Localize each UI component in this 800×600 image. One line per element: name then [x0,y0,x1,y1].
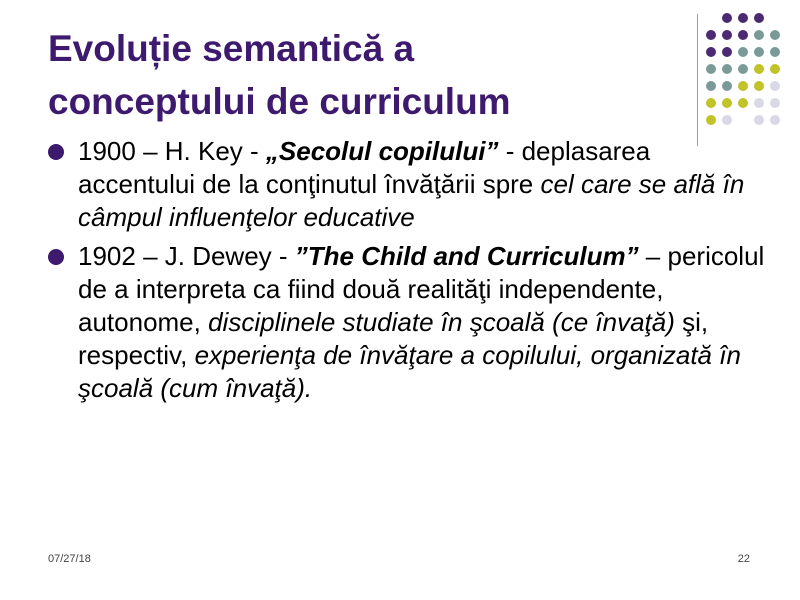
title-line-2: conceptului de curriculum [48,81,511,122]
decorative-dot [738,30,748,40]
bullet-2-text-2: – pericolul de a interpreta ca fiind două realităţi independente, autonome, [78,241,772,337]
decorative-dot [738,64,748,74]
bullet-item-1900-key [46,135,766,234]
bullet-2-text-3: şi, respectiv, [78,307,716,370]
bullet-2-book-title: ”The Child and Curriculum” [294,241,639,271]
bullet-2-emphasis-2: experienţa de învăţare a copilului, organizată în şcoală (cum învaţă). [78,340,749,403]
bullet-1-book-title: „Secolul copilului” [265,136,499,166]
decorative-dot [770,81,780,91]
decorative-dot [722,64,732,74]
slide-date: 07/27/18 [48,553,91,565]
decorative-dot [706,115,716,125]
decorative-dot [738,81,748,91]
slide-number: 22 [737,553,750,565]
decorative-dot-grid [706,13,796,133]
bullet-1-text-1: 1900 – H. Key - [78,136,266,166]
bullet-icon [48,249,64,265]
decorative-dot [770,30,780,40]
decorative-dot [770,115,780,125]
decorative-dot [706,81,716,91]
decorative-dot [754,98,764,108]
decorative-dot [754,30,764,40]
decorative-dot [722,47,732,57]
bullet-2-text-1: 1902 – J. Dewey - [78,241,295,271]
decorative-dot [754,115,764,125]
bullet-2-emphasis-1: disciplinele studiate în şcoală (ce învaţă) [208,307,675,337]
decorative-dot [770,98,780,108]
decorative-dot [706,47,716,57]
bullet-item-1902-dewey [46,240,772,405]
decorative-dot [770,64,780,74]
decorative-dot [738,13,748,23]
decorative-dot [754,64,764,74]
slide-title [48,22,688,128]
decorative-dot [754,13,764,23]
decorative-dot [706,64,716,74]
decorative-dot [722,30,732,40]
bullet-list [46,135,772,405]
decorative-dot [706,98,716,108]
decorative-dot [738,47,748,57]
decorative-dot [738,98,748,108]
decorative-vertical-line [697,14,698,146]
decorative-dot [722,13,732,23]
decorative-dot [722,115,732,125]
decorative-dot [754,47,764,57]
decorative-dot [770,47,780,57]
bullet-1-emphasis: cel care se află în câmpul influenţelor educative [78,169,752,232]
bullet-1-text-2: - deplasarea accentului de la conţinutul învăţării spre [78,136,658,199]
title-line-1: Evoluție semantică a [48,28,415,69]
decorative-dot [706,30,716,40]
decorative-dot [722,81,732,91]
decorative-dot [722,98,732,108]
bullet-icon [48,144,64,160]
decorative-dot [754,81,764,91]
